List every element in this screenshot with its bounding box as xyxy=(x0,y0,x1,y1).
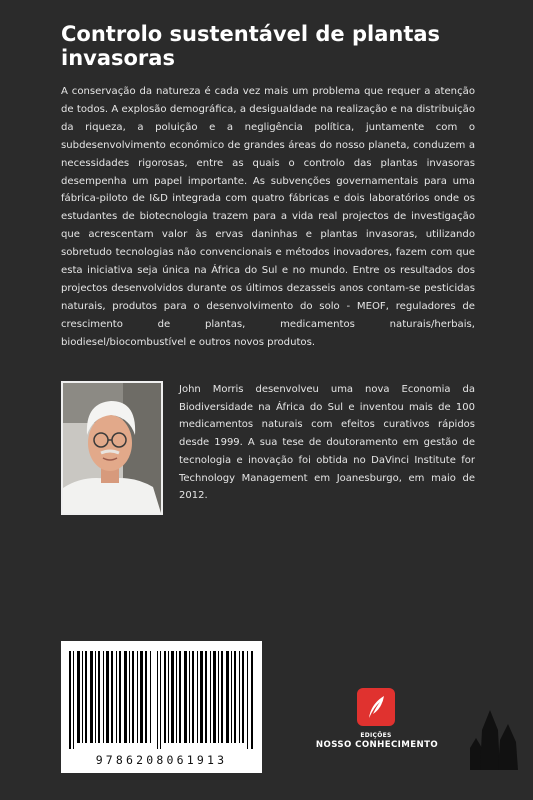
publisher-name: NOSSO CONHECIMENTO xyxy=(315,740,439,750)
author-bio: John Morris desenvolveu uma nova Economia da Biodiversidade na África do Sul e inventou mais de 100 medicamentos naturais com efeitos curativos rápidos desde 1999. A sua tese de doutoramento em gestão de tecnologia e inovação foi obtida no DaVinci Institute for Technology Management em Joanesburgo, em maio de 2012. xyxy=(179,384,475,502)
author-photo xyxy=(61,381,163,515)
tree-silhouette-icon xyxy=(460,690,520,770)
book-description: A conservação da natureza é cada vez mais um problema que requer a atenção de todos. A explosão demográfica, a desigualdade na realização e na distribuição da riqueza, a poluição e a negligência política, juntamente com o subdesenvolvimento económico de grandes áreas do nosso planeta, conduzem a necessidades rigorosas, entre as quais o controlo das plantas invasoras desempenha um papel importante. As subvenções governamentais para uma fábrica-piloto de I&D integrada com quatro fábricas e dois laboratórios onde os estudantes de biotecnologia trazem para a vida real projectos de investigação que acrescentam valor às ervas daninhas e plantas invasoras, utilizando sobretudo tecnologias não convencionais e métodos inovadores, fazem com que esta iniciativa seja única na África do Sul e no mundo. Entre os resultados dos projectos desenvolvidos durante os últimos dezasseis anos contam-se pesticidas naturais, produtos para o desenvolvimento do solo - MEOF, reguladores de crescimento de plantas, medicamentos naturais/herbais, biodiesel/biocombustível e outros novos produtos. xyxy=(61,86,475,348)
author-portrait-image xyxy=(63,383,161,513)
book-title: Controlo sustentável de plantas invasoras xyxy=(61,22,441,70)
publisher-label-editions: EDIÇÕES xyxy=(360,732,392,739)
feather-logo-icon xyxy=(357,688,395,726)
isbn-barcode xyxy=(61,641,262,773)
isbn-number: 9786208061913 xyxy=(95,753,228,767)
barcode-bars xyxy=(61,641,262,753)
